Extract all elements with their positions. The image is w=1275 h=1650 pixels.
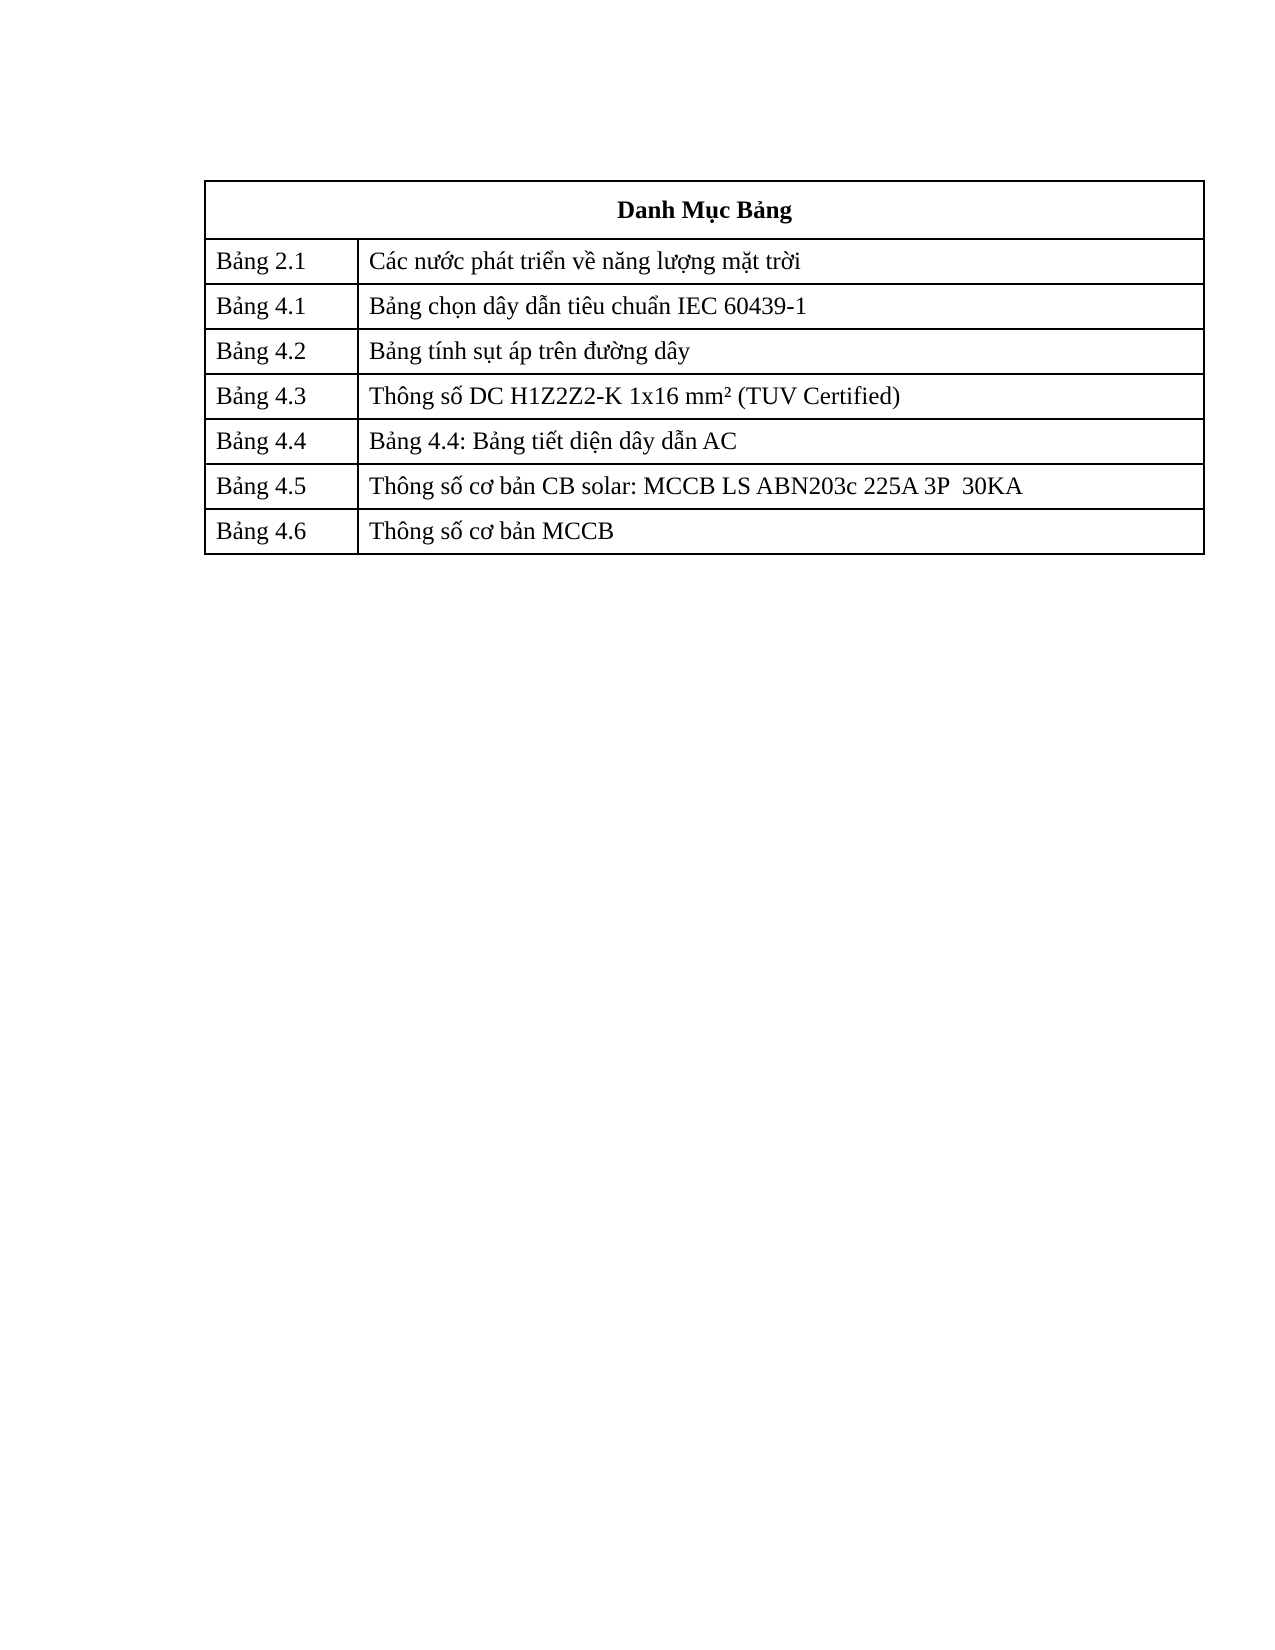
table-title: Các nước phát triển về năng lượng mặt trời <box>358 239 1204 284</box>
table-title: Thông số cơ bản CB solar: MCCB LS ABN203c 225A 3P 30KA <box>358 464 1204 509</box>
list-of-tables-header-row <box>205 181 1204 239</box>
table-number: Bảng 4.5 <box>205 464 358 509</box>
table-title: Thông số cơ bản MCCB <box>358 509 1204 554</box>
list-of-tables-heading: Danh Mục Bảng <box>205 181 1204 239</box>
table-title: Bảng tính sụt áp trên đường dây <box>358 329 1204 374</box>
table-row <box>205 374 1204 419</box>
table-row <box>205 419 1204 464</box>
table-row <box>205 509 1204 554</box>
table-number: Bảng 4.1 <box>205 284 358 329</box>
table-row <box>205 329 1204 374</box>
table-number: Bảng 4.6 <box>205 509 358 554</box>
table-number: Bảng 4.2 <box>205 329 358 374</box>
table-number: Bảng 2.1 <box>205 239 358 284</box>
table-row <box>205 284 1204 329</box>
table-title: Bảng 4.4: Bảng tiết diện dây dẫn AC <box>358 419 1204 464</box>
table-row <box>205 464 1204 509</box>
table-row <box>205 239 1204 284</box>
table-number: Bảng 4.3 <box>205 374 358 419</box>
table-number: Bảng 4.4 <box>205 419 358 464</box>
table-title: Bảng chọn dây dẫn tiêu chuẩn IEC 60439-1 <box>358 284 1204 329</box>
list-of-tables <box>204 180 1205 555</box>
table-title: Thông số DC H1Z2Z2-K 1x16 mm² (TUV Certified) <box>358 374 1204 419</box>
